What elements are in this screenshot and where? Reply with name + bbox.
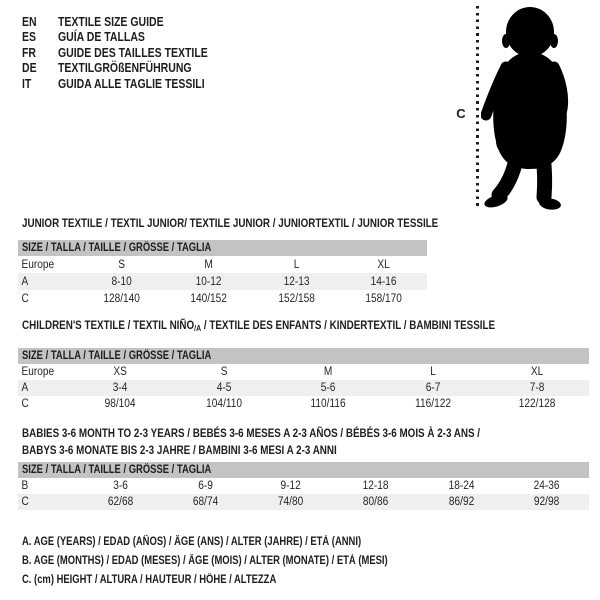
table-cell: 24-36 [533,480,560,492]
footnote-age-years: A. AGE (YEARS) / EDAD (AÑOS) / ÂGE (ANS) / ALTER (JAHRE) / ETÀ (ANNI) [22,536,362,548]
children-table-title [22,319,599,335]
table-cell: 62/68 [107,496,134,508]
table-row-height-cm [18,396,589,412]
table-cell: 18-24 [448,480,475,492]
size-header-band [18,462,589,478]
table-cell: 140/152 [190,292,228,305]
size-header-band [18,240,427,256]
language-title: GUIDE DES TAILLES TEXTILE [58,45,208,60]
language-code: IT [22,76,32,91]
table-cell: 6-7 [425,382,441,394]
column-header: Europe [21,366,55,378]
column-header: M [204,258,214,271]
table-cell: 5-6 [321,382,336,394]
language-title-list [22,15,236,92]
height-measure-label: C [456,106,466,121]
babies-size-table [18,462,589,510]
table-cell: 74/80 [278,496,304,508]
title-part: / TEXTILE DES ENFANTS / KINDERTEXTIL / BAMBINI TESSILE [201,318,496,332]
table-cell: 12-13 [283,275,310,288]
table-cell: 7-8 [529,382,545,394]
table-cell: 3-4 [112,382,128,394]
table-cell: 8-10 [111,275,132,288]
junior-table-title-text: JUNIOR TEXTILE / TEXTIL JUNIOR/ TEXTILE JUNIOR / JUNIORTEXTIL / JUNIOR TESSILE [22,216,439,230]
language-code: FR [22,45,37,60]
title-subscript: /A [194,323,202,333]
table-row-height-cm [18,290,427,307]
column-header: L [429,366,436,378]
language-title: GUIDA ALLE TAGLIE TESSILI [58,76,205,91]
size-header-band [18,348,589,364]
babies-table-title [22,425,581,458]
language-title: GUÍA DE TALLAS [58,30,145,45]
table-cell: 86/92 [448,496,474,508]
language-row [22,46,236,61]
children-size-table [18,348,589,412]
table-cell: 122/128 [518,398,556,410]
row-label: A [21,382,29,394]
language-code: EN [22,15,37,29]
table-cell: 158/170 [365,292,402,305]
language-code: DE [22,61,37,76]
table-cell: 104/110 [206,398,243,410]
row-label: B [21,480,29,492]
table-cell: 98/104 [104,398,136,410]
toddler-silhouette-icon [481,5,573,211]
table-row-age-months [18,478,589,494]
junior-table-title [22,217,530,230]
column-header: S [220,366,228,378]
table-cell: 80/86 [363,496,389,508]
row-label: C [21,496,29,508]
column-header: Europe [21,258,55,271]
language-row [22,61,236,76]
row-label: C [21,292,29,305]
table-cell: 4-5 [216,382,232,394]
column-header: S [118,258,125,271]
table-cell: 68/74 [193,496,219,508]
table-cell: 10-12 [195,275,222,288]
title-part: CHILDREN'S TEXTILE / TEXTIL NIÑO [22,318,195,332]
table-cell: 12-18 [363,480,390,492]
language-row [22,30,236,45]
babies-title-line2: BABYS 3-6 MONATE BIS 2-3 JAHRE / BAMBINI 3-6 MESI A 2-3 ANNI [22,442,337,457]
table-row-age-years [18,380,589,396]
table-cell: 128/140 [103,292,140,305]
row-label: A [21,275,29,288]
size-header-text: SIZE / TALLA / TAILLE / GRÖSSE / TAGLIA [22,350,212,362]
size-header-text: SIZE / TALLA / TAILLE / GRÖSSE / TAGLIA [22,242,212,254]
table-cell: 14-16 [370,275,397,288]
table-header-row [18,256,427,273]
table-row-age-years [18,273,427,290]
column-header: XL [530,366,544,378]
table-cell: 9-12 [280,480,302,492]
table-header-row [18,364,589,380]
column-header: L [293,258,299,271]
junior-size-table [18,240,427,307]
height-measure-dotted-line [476,6,479,207]
footnotes [22,533,468,591]
footnote-height: C. (cm) HEIGHT / ALTURA / HAUTEUR / HÖHE / ALTEZZA [22,574,277,587]
language-title: TEXTILE SIZE GUIDE [58,15,164,29]
table-cell: 152/158 [277,292,315,305]
language-row [22,15,236,30]
language-title: TEXTILGRÖßENFÜHRUNG [58,61,192,76]
column-header: XS [113,366,127,378]
table-cell: 3-6 [113,480,128,492]
column-header: M [324,366,333,378]
children-table-title-text [22,319,495,335]
babies-title-line1: BABIES 3-6 MONTH TO 2-3 YEARS / BEBÉS 3-6 MESES A 2-3 AÑOS / BÉBÉS 3-6 MOIS À 2-3 ANS / [22,426,481,440]
language-code: ES [22,30,37,45]
column-header: XL [377,258,390,271]
table-cell: 92/98 [533,496,560,508]
footnote-age-months: B. AGE (MONTHS) / EDAD (MESES) / ÂGE (MOIS) / ALTER (MONATE) / ETÀ (MESI) [22,555,388,568]
table-cell: 6-9 [198,480,214,492]
size-header-text: SIZE / TALLA / TAILLE / GRÖSSE / TAGLIA [22,464,212,476]
table-cell: 110/116 [310,398,347,410]
language-row [22,77,236,92]
row-label: C [21,398,29,410]
table-cell: 116/122 [414,398,451,410]
table-row-height-cm [18,494,589,510]
